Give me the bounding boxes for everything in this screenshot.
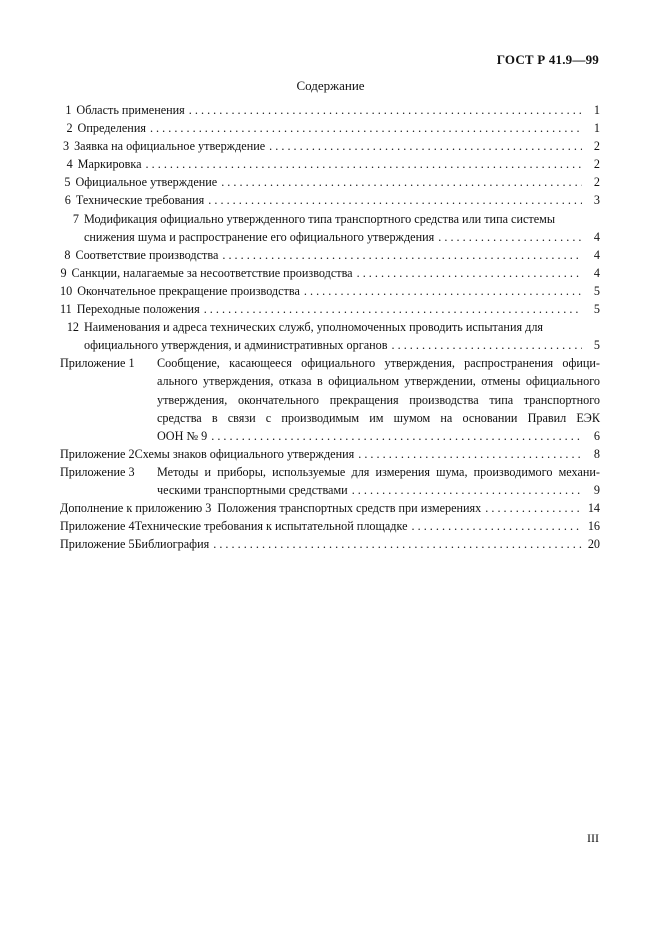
dot-leader [357,264,582,282]
dot-leader [213,535,582,553]
toc-entry-title: Санкции, налагаемые за несоответствие производства [71,265,353,280]
toc-entry-line [60,391,600,409]
toc-entry-line [60,300,600,318]
dot-leader [412,517,582,535]
toc-page-number: 4 [593,229,600,244]
toc-entry-line [60,517,600,535]
toc-entry[interactable] [60,119,600,137]
toc-appendix-title: Положения транспортных средств при измерениях [217,501,482,516]
toc-page-number: 1 [593,121,600,136]
toc-entry-line [60,101,600,119]
toc-entry[interactable] [60,282,600,300]
toc-entry-title: Официальное утверждение [75,175,218,190]
toc-page-number: 6 [593,428,600,443]
toc-page-number: 2 [593,175,600,190]
dot-leader [222,246,582,264]
toc-entry-title: официального утверждения, и административных органов [84,338,388,353]
toc-appendix-title: ООН № 9 [157,428,208,443]
toc-page-number: 16 [587,519,600,534]
toc-appendix-title: ческими транспортными средствами [157,482,348,497]
dot-leader [211,427,582,445]
toc-entry-title: Технические требования [75,193,205,208]
dot-leader [352,481,582,499]
toc-entry-line [60,246,600,264]
toc-entry-line [60,191,600,209]
toc-entry-number: 9 [60,265,67,280]
toc-entry-line [60,336,600,354]
toc-page-number: 5 [593,302,600,317]
header-doc-code: ГОСТ Р 41.9—99 [496,52,599,67]
toc-entry-number: 1 [65,103,72,117]
toc-page-number: 2 [593,157,600,172]
toc-entry-line [60,137,600,155]
toc-entry-number: 12 [66,320,79,335]
toc-appendix-entry[interactable] [60,499,600,517]
toc-appendix-title: ального утверждения, отказа в официальном утверждении, отмены официального [157,374,600,389]
toc-entry[interactable] [60,101,600,119]
toc-entry-line [60,318,600,336]
toc-entry-title: Модификация официально утвержденного типа транспортного средства или типа системы [84,211,556,226]
dot-leader [269,137,582,155]
toc-entry-line [60,119,600,137]
toc-entry-number: 4 [66,157,73,172]
toc-entry[interactable] [60,264,600,282]
toc-page-number: 4 [593,247,600,262]
dot-leader [221,173,582,191]
toc-entry[interactable] [60,210,600,246]
page-number-footer: III [587,831,599,845]
dot-leader [358,445,582,463]
toc-entry-number: 8 [64,247,71,262]
toc-entry-title: Соответствие производства [75,247,219,262]
toc-entry-line [60,210,600,228]
toc-appendix-title: утверждения, окончательного прекращения производства типа транспортного [157,392,600,407]
toc-entry-line [60,228,600,246]
toc-entry-number: 2 [66,121,73,136]
toc-entry-line [60,445,600,463]
toc-entry-line [60,282,600,300]
toc-page-number: 3 [593,193,600,208]
toc-appendix-label: Приложение 3 [60,464,135,479]
toc-entry-number: 3 [62,139,70,154]
toc-page-number: 1 [593,103,600,117]
toc-appendix-entry[interactable] [60,517,600,535]
toc-appendix-label: Приложение 2 [60,446,135,461]
toc-appendix-title: средства в связи с производимым им шумом на основании Правил ЕЭК [157,410,600,425]
dot-leader [392,336,583,354]
toc-appendix-label: Приложение 5 [60,537,135,552]
toc-entry-line [60,173,600,191]
toc-entry-line [60,264,600,282]
toc-page-number: 14 [587,501,600,516]
dot-leader [485,499,582,517]
toc-title: Содержание [296,78,365,93]
dot-leader [204,300,582,318]
toc-appendix-title: Сообщение, касающееся официального утверждения, распространения офици- [157,356,600,371]
toc-entry[interactable] [60,191,600,209]
toc-page-number: 2 [593,139,600,154]
toc-entry-title: Переходные положения [76,302,200,317]
toc-entry-title: Область применения [76,103,185,117]
toc-page-number: 5 [593,283,600,298]
dot-leader [189,101,582,119]
toc-entry-title: Маркировка [77,157,142,172]
toc-entry-title: Наименования и адреса технических служб, уполномоченных проводить испытания для [84,320,544,335]
toc-appendix-entry[interactable] [60,354,600,444]
toc-entry-title: Определения [77,121,146,136]
dot-leader [208,191,582,209]
toc-entry-line [60,499,600,517]
toc-page-number: 8 [593,446,600,461]
table-of-contents [60,101,600,553]
dot-leader [150,119,582,137]
toc-entry[interactable] [60,318,600,354]
toc-entry[interactable] [60,173,600,191]
toc-entry-line [60,409,600,427]
toc-entry-line [60,535,600,553]
toc-entry-number: 6 [64,193,71,208]
toc-appendix-label: Приложение 1 [60,356,135,371]
toc-appendix-title: Схемы знаков официального утверждения [134,446,355,461]
toc-page-number: 20 [587,537,600,552]
toc-entry-title: снижения шума и распространение его официального утверждения [84,229,435,244]
dot-leader [304,282,582,300]
dot-leader [146,155,582,173]
toc-entry-number: 5 [64,175,71,190]
toc-page-number: 5 [593,338,600,353]
toc-entry[interactable] [60,246,600,264]
toc-appendix-entry[interactable] [60,535,600,553]
toc-appendix-title: Методы и приборы, используемые для измерения шума, производимого механи- [157,464,600,479]
toc-appendix-title: Технические требования к испытательной площадке [134,519,408,534]
toc-entry[interactable] [60,155,600,173]
toc-appendix-entry[interactable] [60,463,600,499]
toc-entry-title: Окончательное прекращение производства [77,283,300,298]
toc-entry[interactable] [60,300,600,318]
toc-entry-number: 10 [60,283,73,298]
toc-entry[interactable] [60,137,600,155]
toc-appendix-title: Библиография [134,537,210,552]
toc-entry-line [60,354,600,372]
toc-entry-line [60,155,600,173]
dot-leader [438,228,582,246]
toc-page-number: 9 [593,482,600,497]
toc-entry-line [60,427,600,445]
toc-entry-line [60,463,600,481]
toc-appendix-entry[interactable] [60,445,600,463]
toc-appendix-label: Приложение 4 [60,519,135,534]
toc-appendix-label: Дополнение к приложению 3 [60,501,212,516]
toc-entry-number: 11 [60,302,72,317]
toc-entry-line [60,481,600,499]
toc-entry-number: 7 [72,211,79,226]
toc-entry-title: Заявка на официальное утверждение [74,139,266,154]
toc-page-number: 4 [593,265,600,280]
toc-entry-line [60,372,600,390]
